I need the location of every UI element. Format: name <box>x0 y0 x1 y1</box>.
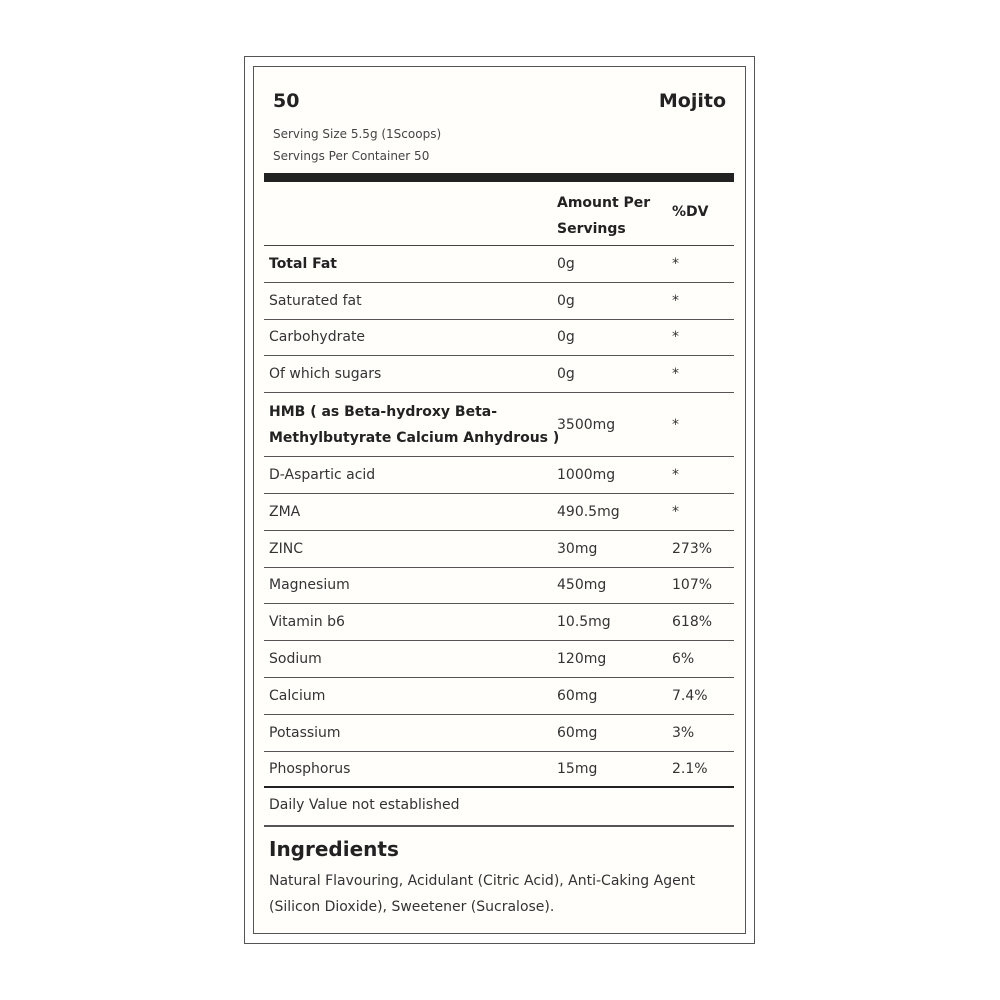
nutrient-amount: 0g <box>557 366 575 383</box>
nutrient-name: Saturated fat <box>269 292 362 309</box>
flavour-name: Mojito <box>658 90 726 112</box>
nutrient-dv: * <box>672 366 679 383</box>
nutrient-amount: 30mg <box>557 540 598 557</box>
nutrient-dv: 7.4% <box>672 687 708 704</box>
nutrient-name: Calcium <box>269 687 326 704</box>
table-row <box>264 393 734 457</box>
nutrient-dv: 618% <box>672 614 713 631</box>
nutrient-amount: 60mg <box>557 687 598 704</box>
table-row <box>264 283 734 320</box>
nutrient-dv: 2.1% <box>672 760 708 777</box>
nutrient-name-line: HMB ( as Beta-hydroxy Beta- <box>269 403 498 420</box>
nutrient-amount: 10.5mg <box>557 614 611 631</box>
nutrient-name: Total Fat <box>269 255 338 272</box>
servings-per-container: Servings Per Container 50 <box>273 149 430 163</box>
nutrient-dv: 107% <box>672 577 713 594</box>
table-row <box>264 356 734 393</box>
nutrient-dv: * <box>672 255 679 272</box>
table-row <box>264 641 734 678</box>
amount-header-line1: Amount Per <box>557 195 651 211</box>
table-row <box>264 531 734 568</box>
amount-header-line2: Servings <box>557 221 626 237</box>
nutrient-amount: 0g <box>557 255 575 272</box>
nutrient-dv: * <box>672 292 679 309</box>
table-row <box>264 604 734 641</box>
ingredients-text: Natural Flavouring, Acidulant (Citric Acid), Anti-Caking Agent (Silicon Dioxide), Sweetener (Sucralose). <box>269 873 696 915</box>
nutrient-name: Phosphorus <box>269 760 351 777</box>
nutrient-amount: 120mg <box>557 651 607 668</box>
table-header <box>264 186 734 246</box>
nutrient-name <box>269 399 559 451</box>
nutrient-name-line: Methylbutyrate Calcium Anhydrous ) <box>269 429 560 446</box>
dv-column-header: %DV <box>672 204 709 220</box>
nutrient-name: Carbohydrate <box>269 329 366 346</box>
table-row <box>264 568 734 605</box>
table-row <box>264 715 734 752</box>
nutrient-amount: 1000mg <box>557 467 616 484</box>
nutrient-amount: 0g <box>557 292 575 309</box>
nutrient-amount: 0g <box>557 329 575 346</box>
thick-divider <box>264 173 734 182</box>
nutrient-amount: 15mg <box>557 760 598 777</box>
nutrient-amount: 60mg <box>557 724 598 741</box>
nutrient-name: Vitamin b6 <box>269 614 345 631</box>
nutrient-dv: * <box>672 503 679 520</box>
nutrient-dv: 6% <box>672 651 695 668</box>
nutrient-name: ZMA <box>269 503 301 520</box>
table-row <box>264 246 734 283</box>
table-row <box>264 320 734 357</box>
divider <box>264 825 734 827</box>
nutrient-dv: * <box>672 416 679 433</box>
nutrient-amount: 450mg <box>557 577 607 594</box>
ingredients-title: Ingredients <box>269 837 399 861</box>
nutrient-dv: * <box>672 467 679 484</box>
nutrient-dv: 273% <box>672 540 713 557</box>
nutrition-table <box>264 246 734 788</box>
serving-size: Serving Size 5.5g (1Scoops) <box>273 127 442 141</box>
nutrient-dv: * <box>672 329 679 346</box>
table-row <box>264 678 734 715</box>
table-row <box>264 752 734 789</box>
servings-count: 50 <box>273 90 300 112</box>
daily-value-footnote: Daily Value not established <box>269 797 460 813</box>
table-row <box>264 494 734 531</box>
nutrient-dv: 3% <box>672 724 695 741</box>
nutrient-name: ZINC <box>269 540 303 557</box>
nutrient-name: Of which sugars <box>269 366 382 383</box>
table-row <box>264 457 734 494</box>
nutrient-name: Sodium <box>269 651 322 668</box>
nutrient-amount: 490.5mg <box>557 503 620 520</box>
nutrient-name: D-Aspartic acid <box>269 467 376 484</box>
nutrient-name: Potassium <box>269 724 341 741</box>
amount-column-header <box>557 190 650 242</box>
nutrient-name: Magnesium <box>269 577 350 594</box>
nutrient-amount: 3500mg <box>557 416 616 433</box>
